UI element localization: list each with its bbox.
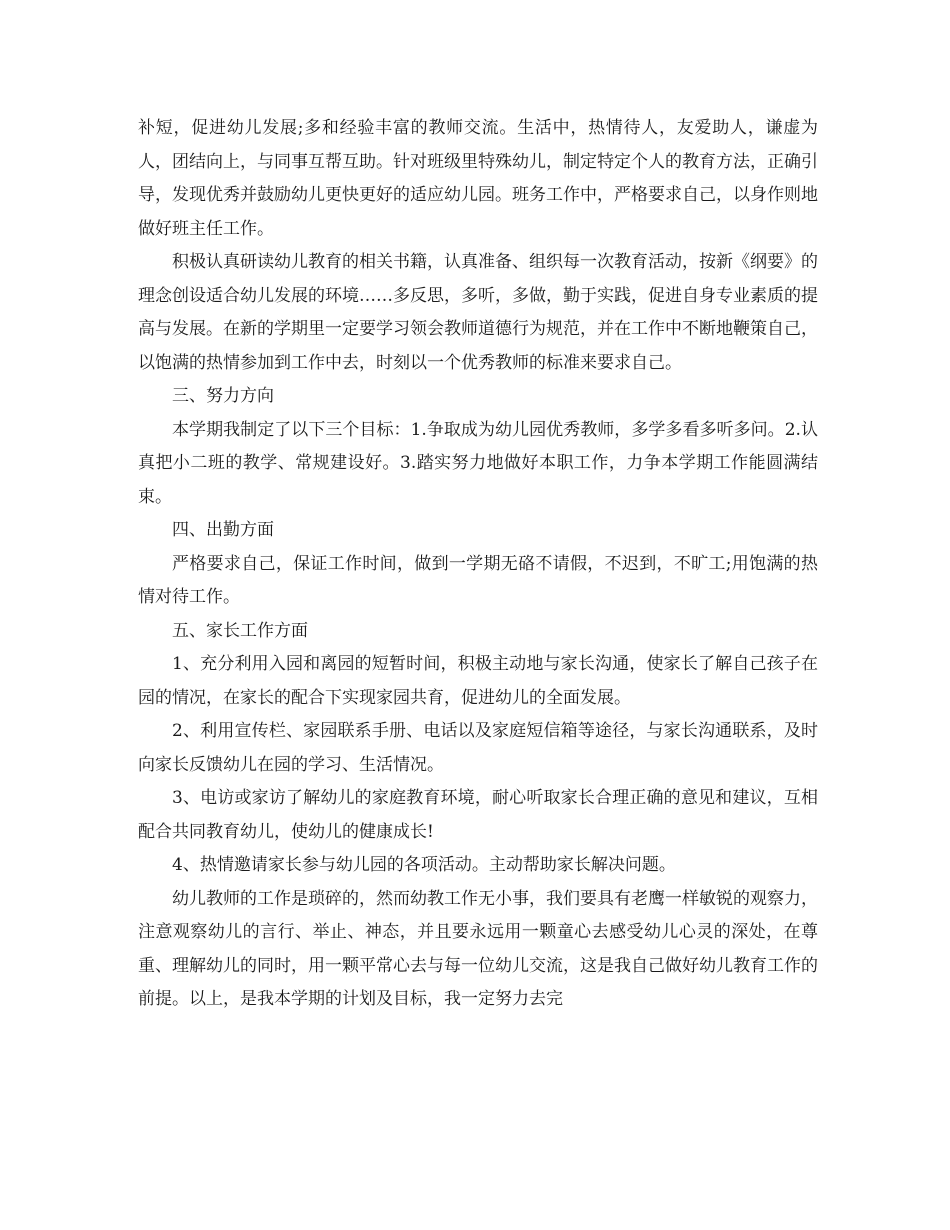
paragraph-4: 严格要求自己，保证工作时间，做到一学期无硌不请假，不迟到，不旷工;用饱满的热情对待工作。: [138, 553, 818, 607]
section-heading-3: 三、努力方向: [172, 386, 274, 406]
paragraph-1: 补短，促进幼儿发展;多和经验丰富的教师交流。生活中，热情待人，友爱助人，谦虚为人，团结向上，与同事互帮互助。针对班级里特殊幼儿，制定特定个人的教育方法，正确引导，发现优秀并鼓励幼儿更快更好的适应幼儿园。班务工作中，严格要求自己，以身作则地做好班主任工作。: [138, 118, 818, 239]
list-item-2: 2、利用宣传栏、家园联系手册、电话以及家庭短信箱等途径，与家长沟通联系，及时向家长反馈幼儿在园的学习、生活情况。: [138, 721, 818, 775]
list-item-1: 1、充分利用入园和离园的短暂时间，积极主动地与家长沟通，使家长了解自己孩子在园的情况，在家长的配合下实现家园共育，促进幼儿的全面发展。: [138, 654, 818, 708]
section-heading-5: 五、家长工作方面: [172, 620, 308, 641]
document-page: [138, 112, 818, 1017]
paragraph-3: 本学期我制定了以下三个目标：1.争取成为幼儿园优秀教师，多学多看多听多问。2.认真把小二班的教学、常规建设好。3.踏实努力地做好本职工作，力争本学期工作能圆满结束。: [138, 419, 818, 507]
section-heading-4: 四、出勤方面: [172, 520, 274, 540]
paragraph-closing: 幼儿教师的工作是琐碎的，然而幼教工作无小事，我们要具有老鹰一样敏锐的观察力，注意观察幼儿的言行、举止、神态，并且要永远用一颗童心去感受幼儿心灵的深处，在尊重、理解幼儿的同时，用一颗平常心去与每一位幼儿交流，这是我自己做好幼儿教育工作的前提。以上，是我本学期的计划及目标，我一定努力去完: [138, 888, 818, 1009]
paragraph-2: 积极认真研读幼儿教育的相关书籍，认真准备、组织每一次教育活动，按新《纲要》的理念创设适合幼儿发展的环境……多反思，多听，多做，勤于实践，促进自身专业素质的提高与发展。在新的学期里一定要学习领会教师道德行为规范，并在工作中不断地鞭策自己，以饱满的热情参加到工作中去，时刻以一个优秀教师的标准来要求自己。: [138, 252, 818, 373]
list-item-3: 3、电访或家访了解幼儿的家庭教育环境，耐心听取家长合理正确的意见和建议，互相配合共同教育幼儿，使幼儿的健康成长!: [138, 788, 818, 842]
list-item-4: 4、热情邀请家长参与幼儿园的各项活动。主动帮助家长解决问题。: [172, 855, 676, 875]
